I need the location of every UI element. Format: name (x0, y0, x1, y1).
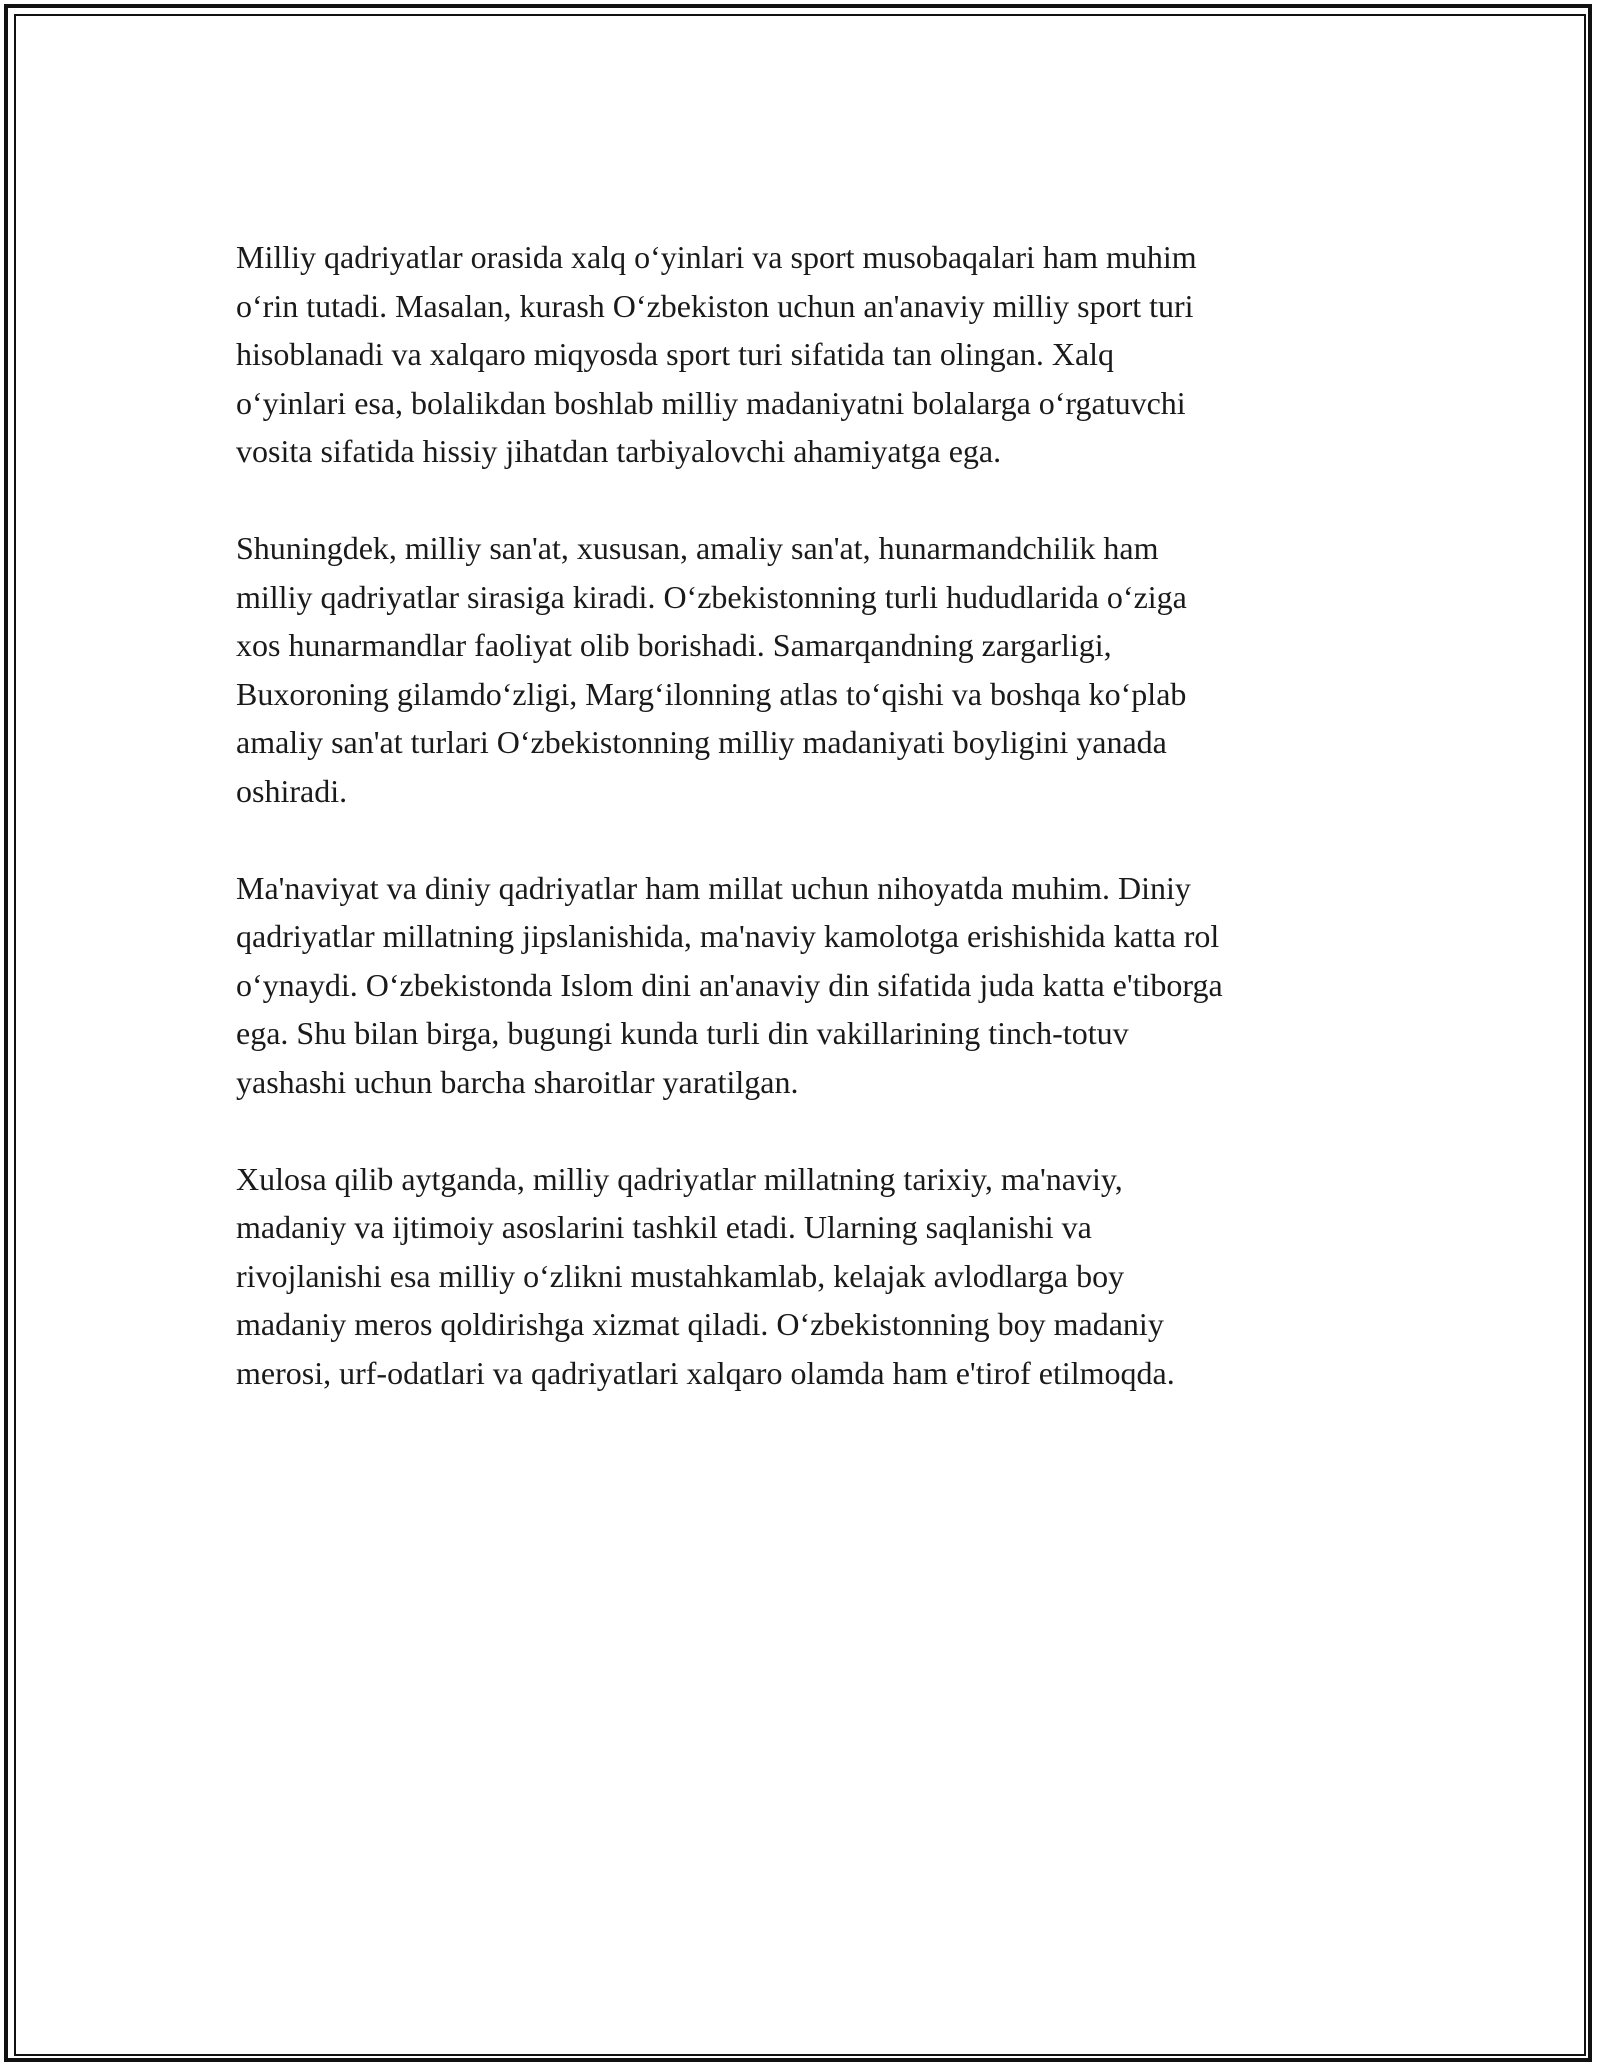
paragraph-national-art-crafts: Shuningdek, milliy san'at, xususan, amaliy san'at, hunarmandchilik ham milliy qadriyatlar sirasiga kiradi. O‘zbekistonning turli hududlarida o‘ziga xos hunarmandlar faoliyat olib borishadi. Samarqandning zargarligi, Buxoroning gilamdo‘zligi, Marg‘ilonning atlas to‘qishi va boshqa ko‘plab amaliy san'at turlari O‘zbekistonning milliy madaniyati boyligini yanada oshiradi. (236, 530, 1187, 809)
paragraph-folk-games-sports: Milliy qadriyatlar orasida xalq o‘yinlari va sport musobaqalari ham muhim o‘rin tutadi. Masalan, kurash O‘zbekiston uchun an'anaviy milliy sport turi hisoblanadi va xalqaro miqyosda sport turi sifatida tan olingan. Xalq o‘yinlari esa, bolalikdan boshlab milliy madaniyatni bolalarga o‘rgatuvchi vosita sifatida hissiy jihatdan tarbiyalovchi ahamiyatga ega. (236, 239, 1197, 469)
paragraph-spiritual-religious-values: Ma'naviyat va diniy qadriyatlar ham millat uchun nihoyatda muhim. Diniy qadriyatlar millatning jipslanishida, ma'naviy kamolotga erishishida katta rol o‘ynaydi. O‘zbekistonda Islom dini an'anaviy din sifatida juda katta e'tiborga ega. Shu bilan birga, bugungi kunda turli din vakillarining tinch-totuv yashashi uchun barcha sharoitlar yaratilgan. (236, 869, 1223, 1100)
document-body (236, 233, 1376, 1446)
paragraph-conclusion: Xulosa qilib aytganda, milliy qadriyatlar millatning tarixiy, ma'naviy, madaniy va ijtimoiy asoslarini tashkil etadi. Ularning saqlanishi va rivojlanishi esa milliy o‘zlikni mustahkamlab, kelajak avlodlarga boy madaniy meros qoldirishga xizmat qiladi. O‘zbekistonning boy madaniy merosi, urf-odatlari va qadriyatlari xalqaro olamda ham e'tirof etilmoqda. (236, 1160, 1175, 1391)
